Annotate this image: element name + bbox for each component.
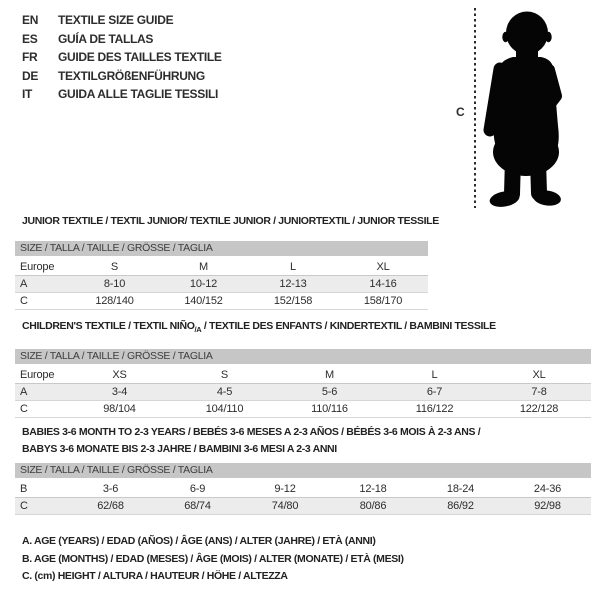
note-age-months: B. AGE (MONTHS) / EDAD (MESES) / ÂGE (MOIS) / ALTER (MONATE) / ETÀ (MESI) [22,552,404,565]
language-code: DE [22,68,39,83]
size-cell: S [172,366,277,384]
value-cell: 4-5 [172,384,277,401]
row-label-cell: B [15,480,67,498]
value-cell: 10-12 [159,276,248,293]
baby-silhouette-icon [482,8,574,208]
note-height-cm: C. (cm) HEIGHT / ALTURA / HAUTEUR / HÖHE / ALTEZZA [22,570,288,582]
children-size-table [15,366,591,418]
row-label-cell: Europe [15,258,70,276]
value-cell: 12-13 [248,276,338,293]
section-heading-line1: BABIES 3-6 MONTH TO 2-3 YEARS / BEBÉS 3-6 MESES A 2-3 AÑOS / BÉBÉS 3-6 MOIS À 2-3 ANS / [22,426,481,438]
language-code: IT [22,87,33,101]
language-row [22,48,222,67]
row-label-cell: C [15,498,67,515]
table-row [15,480,591,498]
language-title: GUÍA DE TALLAS [58,31,154,46]
section-heading-line2: BABYS 3-6 MONATE BIS 2-3 JAHRE / BAMBINI 3-6 MESI A 2-3 ANNI [22,443,337,455]
value-cell: 68/74 [154,498,241,515]
language-row [22,30,222,49]
value-cell: 104/110 [172,401,277,418]
size-cell: L [382,366,487,384]
heading-text: CHILDREN'S TEXTILE / TEXTIL NIÑO [22,320,195,332]
value-cell: 74/80 [241,498,329,515]
junior-size-table [15,258,428,310]
language-code: FR [22,50,38,64]
value-cell: 24-36 [504,480,591,498]
language-title: TEXTILGRÖßENFÜHRUNG [58,68,205,83]
row-label-cell: C [15,401,67,418]
size-cell: L [248,258,338,276]
table-row [15,276,428,293]
value-cell: 152/158 [248,293,338,310]
value-cell: 158/170 [338,293,428,310]
size-bar: SIZE / TALLA / TAILLE / GRÖSSE / TAGLIA [15,241,428,256]
language-title: TEXTILE SIZE GUIDE [58,13,174,27]
value-cell: 3-6 [67,480,154,498]
value-cell: 128/140 [70,293,159,310]
value-cell: 8-10 [70,276,159,293]
row-label-cell: C [15,293,70,310]
value-cell: 3-4 [67,384,172,401]
heading-subscript: /A [194,325,202,335]
language-title-list [22,11,222,104]
value-cell: 92/98 [504,498,591,515]
size-cell: XL [338,258,428,276]
size-bar: SIZE / TALLA / TAILLE / GRÖSSE / TAGLIA [15,463,591,478]
heading-text: / TEXTILE DES ENFANTS / KINDERTEXTIL / BAMBINI TESSILE [201,320,496,332]
language-row [22,85,222,104]
row-label-cell: A [15,276,70,293]
value-cell: 110/116 [277,401,382,418]
table-row [15,258,428,276]
value-cell: 18-24 [417,480,504,498]
section-heading [22,318,591,338]
value-cell: 80/86 [329,498,417,515]
note-age-years: A. AGE (YEARS) / EDAD (AÑOS) / ÂGE (ANS) / ALTER (JAHRE) / ETÀ (ANNI) [22,535,376,547]
value-cell: 116/122 [382,401,487,418]
section-childrens-textile [15,318,591,418]
table-row [15,293,428,310]
size-cell: XS [67,366,172,384]
height-label-c: C [456,105,465,119]
table-row [15,401,591,418]
section-babies-textile [15,424,591,515]
value-cell: 62/68 [67,498,154,515]
table-row [15,384,591,401]
size-cell: M [277,366,382,384]
value-cell: 98/104 [67,401,172,418]
value-cell: 6-7 [382,384,487,401]
legend-notes [22,533,404,586]
height-measure-dashed-line [474,8,476,208]
size-cell: M [159,258,248,276]
language-title: GUIDA ALLE TAGLIE TESSILI [58,87,219,101]
value-cell: 140/152 [159,293,248,310]
value-cell: 6-9 [154,480,241,498]
size-cell: XL [487,366,591,384]
babies-size-table [15,480,591,515]
value-cell: 9-12 [241,480,329,498]
section-junior-textile [15,213,439,310]
value-cell: 7-8 [487,384,591,401]
table-row [15,366,591,384]
size-bar: SIZE / TALLA / TAILLE / GRÖSSE / TAGLIA [15,349,591,364]
size-cell: S [70,258,159,276]
language-code: ES [22,31,38,46]
value-cell: 86/92 [417,498,504,515]
row-label-cell: A [15,384,67,401]
language-title: GUIDE DES TAILLES TEXTILE [58,50,222,64]
value-cell: 122/128 [487,401,591,418]
row-label-cell: Europe [15,366,67,384]
value-cell: 12-18 [329,480,417,498]
table-row [15,498,591,515]
value-cell: 14-16 [338,276,428,293]
section-heading: JUNIOR TEXTILE / TEXTIL JUNIOR/ TEXTILE JUNIOR / JUNIORTEXTIL / JUNIOR TESSILE [22,215,439,227]
value-cell: 5-6 [277,384,382,401]
language-row [22,11,222,30]
language-code: EN [22,13,39,27]
language-row [22,67,222,86]
